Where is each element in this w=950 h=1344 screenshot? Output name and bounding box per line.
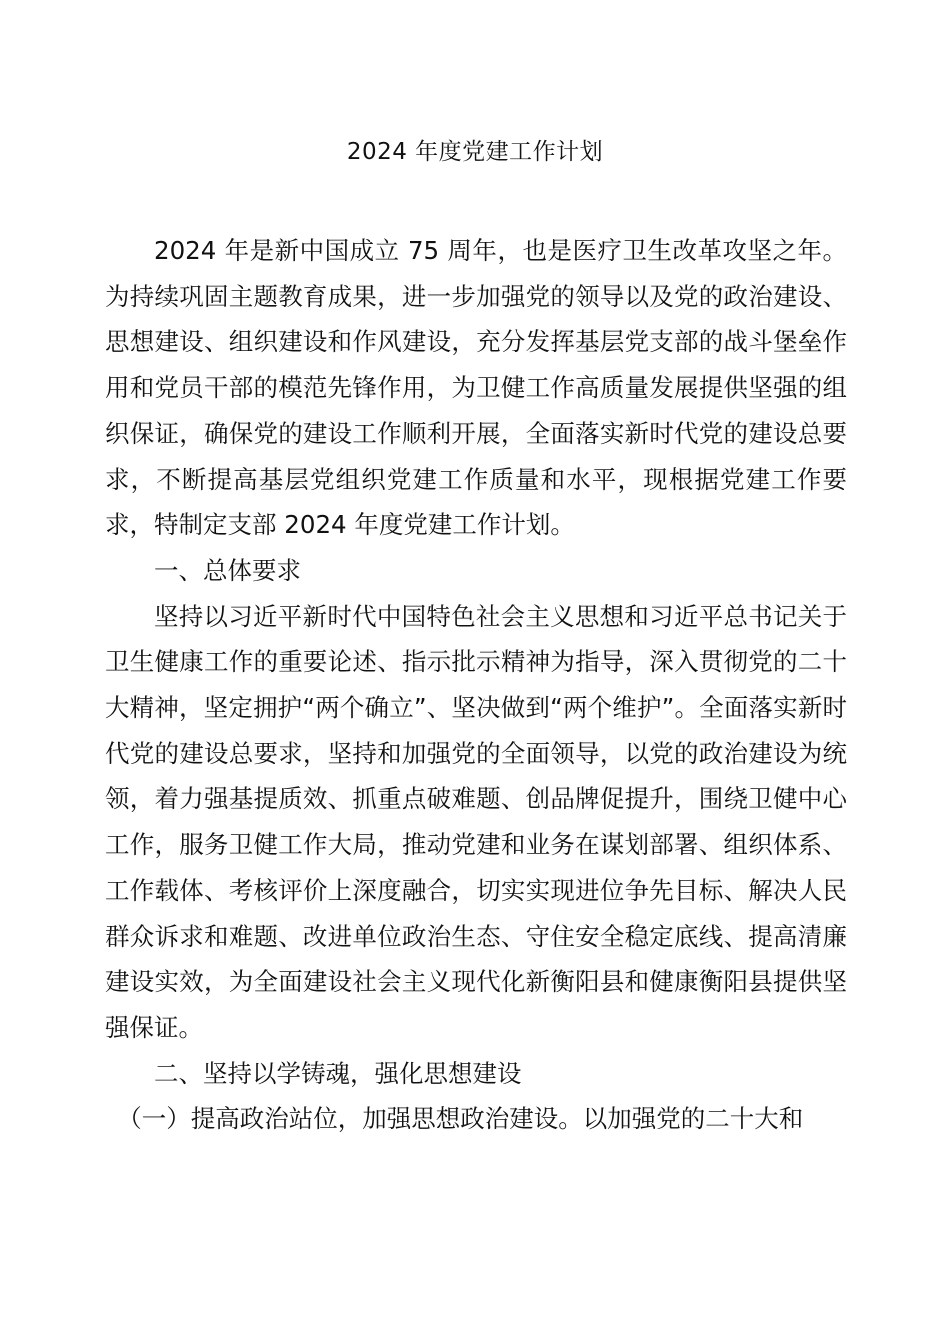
document-body [105,228,847,1142]
intro-paragraph: 2024 年是新中国成立 75 周年，也是医疗卫生改革攻坚之年。为持续巩固主题教育成果，进一步加强党的领导以及党的政治建设、思想建设、组织建设和作风建设，充分发挥基层党支部的战斗堡垒作用和党员干部的模范先锋作用，为卫健工作高质量发展提供坚强的组织保证，确保党的建设工作顺利开展，全面落实新时代党的建设总要求，不断提高基层党组织党建工作质量和水平，现根据党建工作要求，特制定支部 2024 年度党建工作计划。 [105,236,847,540]
document-title: 2024 年度党建工作计划 [346,139,604,165]
section-heading-overall-requirements: 一、总体要求 [154,555,301,585]
subsection-paragraph-political-stance: （一）提高政治站位，加强思想政治建设。以加强党的二十大和 [117,1104,804,1134]
overall-requirements-paragraph: 坚持以习近平新时代中国特色社会主义思想和习近平总书记关于卫生健康工作的重要论述、指示批示精神为指导，深入贯彻党的二十大精神，坚定拥护“两个确立”、坚决做到“两个维护”。全面落实新时代党的建设总要求，坚持和加强党的全面领导，以党的政治建设为统领，着力强基提质效、抓重点破难题、创品牌促提升，围绕卫健中心工作，服务卫健工作大局，推动党建和业务在谋划部署、组织体系、工作载体、考核评价上深度融合，切实实现进位争先目标、解决人民群众诉求和难题、改进单位政治生态、守住安全稳定底线、提高清廉建设实效，为全面建设社会主义现代化新衡阳县和健康衡阳县提供坚强保证。 [105,601,847,1042]
section-heading-ideological-building: 二、坚持以学铸魂，强化思想建设 [154,1058,522,1088]
